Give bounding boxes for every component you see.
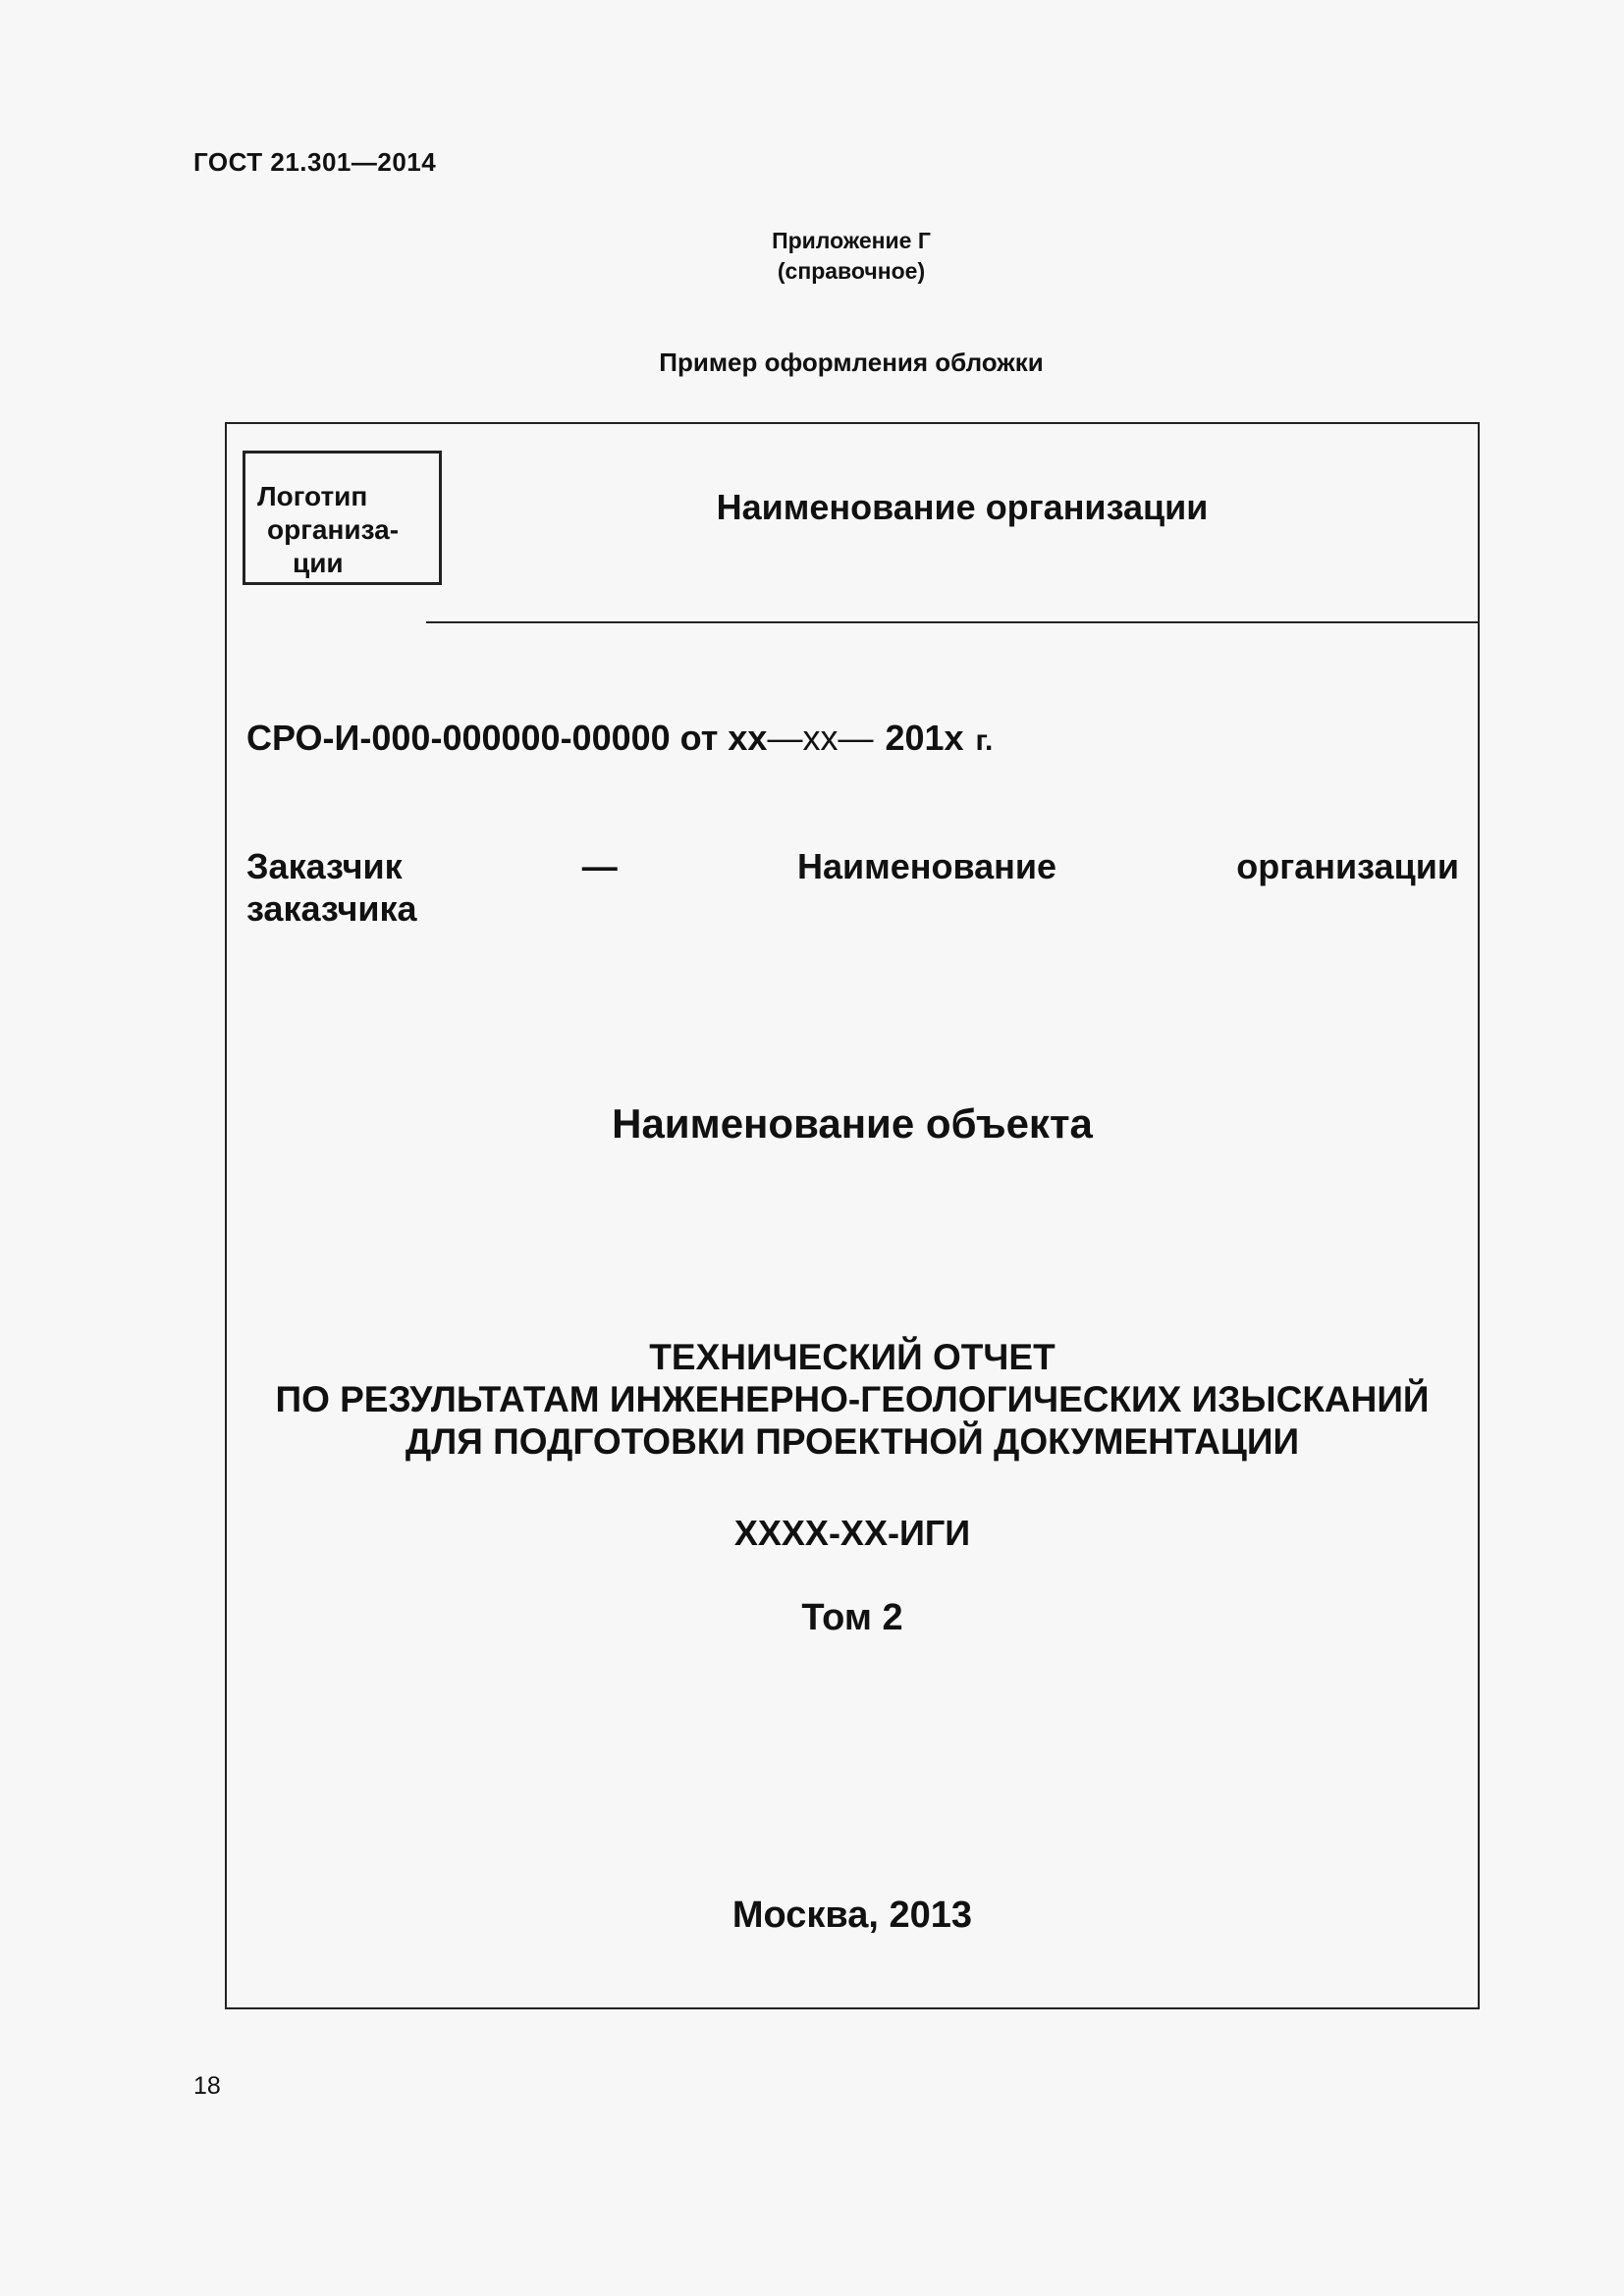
customer-word: организации bbox=[1236, 846, 1459, 886]
customer-dash: — bbox=[581, 846, 618, 886]
logo-line: Логотип bbox=[257, 481, 368, 511]
cover-frame bbox=[225, 422, 1480, 2009]
sro-number: СРО-И-000-000000-00000 от хх bbox=[246, 718, 768, 758]
customer-label: Заказчик bbox=[246, 846, 403, 886]
customer-word: Наименование bbox=[796, 846, 1057, 886]
appendix-title: Приложение Г bbox=[772, 228, 931, 253]
sro-registration bbox=[246, 718, 993, 759]
object-name: Наименование объекта bbox=[612, 1100, 1093, 1147]
sro-month: хх bbox=[802, 718, 839, 758]
logo-line: организа- bbox=[267, 514, 400, 545]
appendix-type: (справочное) bbox=[777, 258, 926, 284]
sro-year-suffix: г. bbox=[975, 724, 994, 757]
organization-name: Наименование организации bbox=[716, 487, 1209, 527]
document-code: ХХХХ-ХХ-ИГИ bbox=[733, 1513, 971, 1553]
customer-line-2: заказчика bbox=[246, 888, 417, 929]
sro-dash: — bbox=[838, 718, 874, 758]
logo-placeholder bbox=[243, 451, 442, 585]
report-title-line: ТЕХНИЧЕСКИЙ ОТЧЕТ bbox=[649, 1337, 1056, 1377]
standard-code: ГОСТ 21.301—2014 bbox=[193, 147, 437, 177]
city-year: Москва, 2013 bbox=[731, 1895, 973, 1936]
customer-line bbox=[246, 846, 1459, 887]
example-title: Пример оформления обложки bbox=[659, 347, 1044, 377]
report-title-line: ДЛЯ ПОДГОТОВКИ ПРОЕКТНОЙ ДОКУМЕНТАЦИИ bbox=[405, 1421, 1300, 1462]
page-number: 18 bbox=[193, 2072, 221, 2100]
header-divider bbox=[426, 621, 1480, 623]
sro-dash: — bbox=[767, 718, 803, 758]
sro-year: 201х bbox=[885, 718, 964, 758]
report-title bbox=[225, 1336, 1480, 1463]
logo-line: ции bbox=[293, 548, 344, 578]
volume-number: Том 2 bbox=[801, 1597, 903, 1638]
report-title-line: ПО РЕЗУЛЬТАТАМ ИНЖЕНЕРНО-ГЕОЛОГИЧЕСКИХ ИЗЫСКАНИЙ bbox=[275, 1379, 1430, 1419]
